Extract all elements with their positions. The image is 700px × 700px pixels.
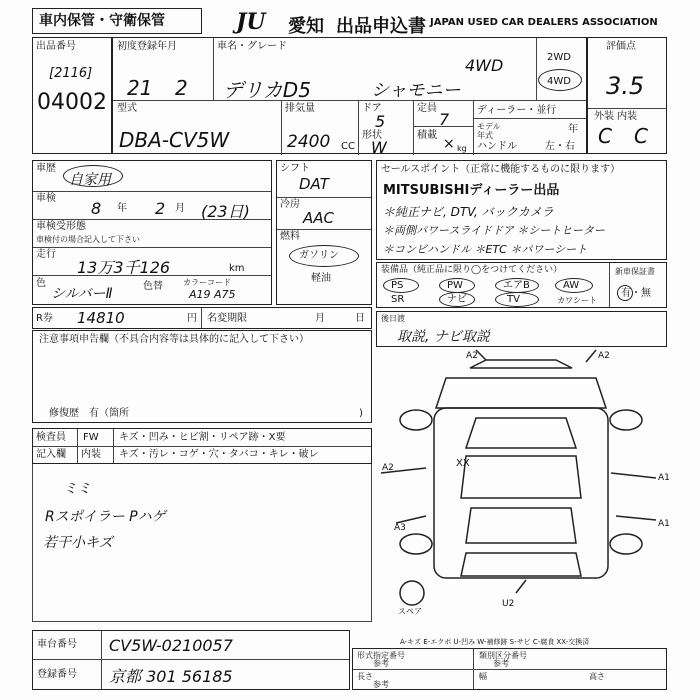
chassis-label: 車台番号 [37, 639, 77, 650]
inspection-year: 8 [91, 199, 102, 218]
rear-docs-label: 後日渡 [381, 314, 405, 323]
kg-unit: kg [457, 144, 467, 153]
handle-options: 左・右 [545, 141, 575, 152]
shift-value: DAT [299, 175, 329, 193]
doors-label: ドア [362, 103, 382, 114]
model-year-label: モデル年式 [477, 122, 501, 140]
model-code: DBA-CV5W [119, 128, 230, 152]
equip-tv: TV [507, 294, 520, 305]
displacement-value: 2400 [287, 132, 331, 152]
year-unit: 年 [568, 124, 578, 135]
name-change-label: 名変期限 [207, 313, 247, 324]
sales-line-3: ＊コンビハンドル ＊ETC ＊パワーシート [383, 243, 588, 256]
load-label: 積載 [417, 130, 437, 141]
inspector-note-2: Rスポイラー Pハゲ [45, 509, 166, 525]
lot-box [32, 37, 112, 154]
class-code-label: 類別区分番号 [479, 651, 527, 660]
mark-a1-rear: A1 [658, 519, 670, 529]
cc-unit: CC [341, 141, 355, 152]
mark-a1-right: A1 [658, 473, 670, 483]
inspection-month: 2 [155, 199, 166, 218]
warranty-yes-circle [617, 285, 633, 301]
mileage-value: 13万3千126 [77, 258, 171, 277]
score-value: 3.5 [606, 72, 645, 100]
reg-year: 21 [127, 76, 153, 100]
sales-header: MITSUBISHIディーラー出品 [383, 183, 560, 198]
drive-4wd-circle [538, 69, 582, 91]
recycle-yen: 円 [187, 313, 197, 324]
lot-number-box: [2116] [49, 66, 93, 81]
storage-label: 車内保管・守衛保管 [39, 13, 165, 29]
mark-a3: A3 [394, 523, 406, 533]
history-value: 自家用 [69, 172, 111, 188]
first-reg-label: 初度登録年月 [117, 41, 177, 52]
ju-logo-text: JU [236, 9, 266, 35]
entry-label: 記入欄 [36, 449, 66, 460]
spec-box [276, 160, 372, 305]
score-label: 評価点 [606, 41, 636, 52]
warranty-options: 有・無 [621, 288, 651, 299]
damage-legend: A-キズ E-エクボ U-凹み W-補修跡 S-サビ C-腐食 XX-交換済 [400, 638, 590, 646]
main-info-box [112, 37, 587, 157]
shift-label: シフト [280, 163, 310, 174]
dealer-import-label: ディーラー・並行 [477, 105, 557, 116]
lot-no-label: 出品番号 [36, 41, 76, 52]
aircon-value: AAC [303, 209, 334, 227]
dims-ref: 参考 [373, 680, 389, 689]
shape-value: W [371, 138, 387, 157]
equipment-box [376, 262, 667, 308]
load-value: × [443, 136, 455, 152]
history-label: 車歴 [36, 163, 56, 174]
doors-value: 5 [375, 112, 386, 131]
rear-docs-box [376, 311, 667, 347]
car-diagram [376, 348, 670, 616]
drive-note: 4WD [465, 56, 504, 75]
color-value: シルバーⅡ [51, 286, 113, 302]
equip-aw: AW [563, 280, 580, 291]
shape-label: 形状 [362, 130, 382, 141]
inspection-day: (23日) [201, 202, 250, 221]
spec-code-label: 形式指定番号 [357, 651, 405, 660]
warranty-label: 新車保証書 [615, 267, 655, 276]
spare-label: スペア [398, 607, 422, 616]
model-label: 型式 [117, 103, 137, 114]
vehicle-info-box [32, 160, 272, 305]
inspection-month-unit: 月 [175, 203, 185, 214]
mark-a2-side: A2 [382, 463, 394, 473]
color-code-value: A19 A75 [189, 288, 236, 301]
displacement-label: 排気量 [285, 103, 315, 114]
notes-label: 注意事項申告欄（不具合内容等は具体的に記入して下さい） [39, 334, 309, 345]
sales-line-2: ＊両側パワースライドドア ＊シートヒーター [383, 224, 605, 237]
inspection-label: 車検 [36, 193, 56, 204]
plate-value: 京都 301 56185 [109, 667, 233, 686]
equip-pw: PW [447, 280, 463, 291]
km-unit: km [229, 263, 245, 274]
seats-label: 定員 [417, 103, 437, 114]
sales-line-1: ＊純正ナビ, DTV, バックカメラ [383, 205, 554, 219]
equip-sr: SR [391, 294, 405, 305]
name-grade-label: 車名・グレード [217, 41, 287, 52]
int-grade: C [634, 124, 648, 148]
recycle-label: R券 [36, 313, 53, 324]
spec-codes-box [352, 648, 667, 690]
inspector-box [32, 428, 372, 464]
mileage-label: 走行 [36, 249, 56, 260]
score-box [587, 37, 667, 154]
interior-items: キズ・汚レ・コゲ・穴・タバコ・キレ・破レ [119, 449, 319, 460]
rear-docs-value: 取説, ナビ取説 [397, 329, 490, 345]
width-label: 幅 [479, 672, 487, 681]
ext-grade: C [598, 124, 612, 148]
mark-xx: XX [456, 458, 470, 469]
car-name: デリカD5 [223, 78, 311, 102]
fw-label: FW [83, 432, 99, 443]
repair-history-label: 修復歴 有（箇所 [49, 408, 129, 419]
fuel-value: ガソリン [299, 250, 339, 261]
equip-leather: カワシート [557, 296, 597, 305]
color-code-label: カラーコード [183, 278, 231, 287]
sales-box [376, 160, 667, 260]
recycle-box [32, 307, 372, 329]
color-change-label: 色替 [143, 281, 163, 292]
equip-airbag: エアB [503, 280, 530, 291]
storage-box [32, 8, 202, 34]
mark-a2-left: A2 [466, 351, 478, 361]
reg-month: 2 [175, 76, 188, 100]
receive-form-label: 車検受形態 [36, 221, 86, 232]
ju-logo [236, 10, 286, 34]
interior-label: 内装 [81, 449, 101, 460]
car-grade: シャモニー [371, 80, 461, 101]
inspection-year-unit: 年 [117, 203, 127, 214]
drive-4wd-label: 4WD [547, 76, 571, 87]
equip-navi: ナビ [447, 294, 467, 305]
spec-code-ref: 参考 [373, 659, 389, 668]
history-circle [63, 165, 123, 187]
inspector-note-1: ミミ [63, 481, 91, 497]
inspector-label: 検査員 [36, 432, 66, 443]
inspector-notes-area [32, 464, 372, 622]
mark-u2: U2 [502, 599, 515, 609]
equip-ps: PS [391, 280, 404, 291]
chassis-value: CV5W-0210057 [109, 636, 233, 655]
mark-a2-right: A2 [598, 351, 610, 361]
equipment-label: 装備品（純正品に限り◯をつけてください） [381, 265, 563, 275]
color-label: 色 [36, 278, 46, 289]
aircon-label: 冷房 [280, 199, 300, 210]
association-name: JAPAN USED CAR DEALERS ASSOCIATION [430, 17, 658, 28]
inspector-note-3: 若干小キズ [43, 535, 113, 551]
class-code-ref: 参考 [493, 659, 509, 668]
fw-items: キズ・凹み・ヒビ割・リペア跡・X要 [119, 432, 286, 443]
recycle-amount: 14810 [77, 309, 125, 327]
sales-label: セールスポイント（正常に機能するものに限ります） [381, 164, 621, 175]
fuel-diesel: 軽油 [311, 273, 331, 284]
handle-label: ハンドル [477, 141, 517, 152]
repair-close-paren: ) [359, 408, 363, 419]
lot-number: 04002 [37, 90, 107, 115]
plate-label: 登録番号 [37, 669, 77, 680]
fuel-label: 燃料 [280, 231, 300, 242]
height-label: 高さ [589, 672, 605, 681]
form-title: 出品申込書 [336, 16, 426, 37]
length-label: 長さ [357, 672, 373, 681]
notes-box [32, 330, 372, 423]
org-name: 愛知 [288, 16, 324, 37]
drive-2wd-label: 2WD [547, 52, 571, 63]
seats-value: 7 [439, 110, 450, 129]
receive-form-sub: 車検付の場合記入して下さい [36, 235, 140, 244]
deadline-day: 日 [355, 313, 365, 324]
ext-int-label: 外装 内装 [594, 111, 638, 122]
deadline-month: 月 [315, 313, 325, 324]
registration-box [32, 630, 350, 690]
